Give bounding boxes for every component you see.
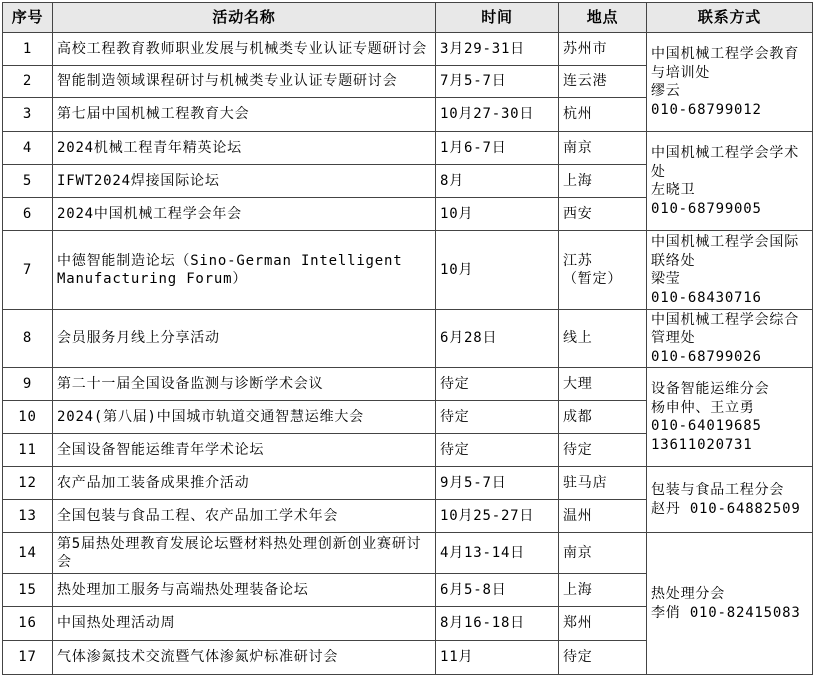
header-activity-name: 活动名称 — [53, 3, 436, 33]
cell-time: 1月6-7日 — [436, 132, 559, 165]
table-row — [3, 368, 813, 401]
place-note: （暂定） — [563, 271, 623, 287]
cell-time: 8月 — [436, 165, 559, 198]
cell-place — [559, 231, 647, 310]
cell-place: 杭州 — [559, 98, 647, 132]
cell-activity-name: 农产品加工装备成果推介活动 — [53, 467, 436, 500]
cell-activity-name: 中国热处理活动周 — [53, 607, 436, 641]
cell-activity-name: IFWT2024焊接国际论坛 — [53, 165, 436, 198]
cell-place: 郑州 — [559, 607, 647, 641]
cell-contact — [647, 467, 813, 533]
cell-index: 9 — [3, 368, 53, 401]
cell-index: 5 — [3, 165, 53, 198]
contact-phone: 010-68799026 — [651, 348, 762, 365]
cell-time: 10月25-27日 — [436, 500, 559, 533]
cell-time: 6月28日 — [436, 310, 559, 368]
contact-person: 缪云 — [651, 83, 681, 99]
cell-index: 16 — [3, 607, 53, 641]
cell-contact — [647, 368, 813, 467]
contact-phone: 010-68799005 — [651, 200, 762, 217]
cell-activity-name: 2024中国机械工程学会年会 — [53, 198, 436, 231]
cell-place: 温州 — [559, 500, 647, 533]
cell-time: 10月 — [436, 198, 559, 231]
cell-activity-name: 2024机械工程青年精英论坛 — [53, 132, 436, 165]
cell-place: 苏州市 — [559, 33, 647, 66]
table-row — [3, 132, 813, 165]
cell-place: 连云港 — [559, 66, 647, 98]
contact-department: 中国机械工程学会综合管理处 — [651, 311, 799, 347]
contact-person: 梁莹 — [651, 271, 681, 287]
cell-place: 驻马店 — [559, 467, 647, 500]
header-contact: 联系方式 — [647, 3, 813, 33]
cell-place: 南京 — [559, 533, 647, 574]
contact-person-phone: 李俏 010-82415083 — [651, 604, 801, 621]
cell-index: 10 — [3, 401, 53, 434]
cell-time: 8月16-18日 — [436, 607, 559, 641]
cell-index: 14 — [3, 533, 53, 574]
contact-person: 杨申仲、王立勇 — [651, 399, 755, 416]
cell-place: 南京 — [559, 132, 647, 165]
cell-place: 西安 — [559, 198, 647, 231]
cell-place: 待定 — [559, 641, 647, 675]
cell-activity-name: 气体渗氮技术交流暨气体渗氮炉标准研讨会 — [53, 641, 436, 675]
header-place: 地点 — [559, 3, 647, 33]
contact-department: 中国机械工程学会国际联络处 — [651, 234, 799, 269]
cell-activity-name: 第二十一届全国设备监测与诊断学术会议 — [53, 368, 436, 401]
table-row — [3, 310, 813, 368]
place-main: 江苏 — [563, 252, 593, 269]
contact-mobile: 13611020731 — [651, 436, 753, 453]
cell-time: 7月5-7日 — [436, 66, 559, 98]
cell-index: 7 — [3, 231, 53, 310]
cell-index: 11 — [3, 434, 53, 467]
cell-time: 待定 — [436, 434, 559, 467]
cell-time: 10月 — [436, 231, 559, 310]
contact-department: 热处理分会 — [651, 586, 725, 602]
header-index: 序号 — [3, 3, 53, 33]
header-row — [3, 3, 813, 33]
cell-activity-name: 全国设备智能运维青年学术论坛 — [53, 434, 436, 467]
cell-index: 8 — [3, 310, 53, 368]
cell-place: 大理 — [559, 368, 647, 401]
cell-activity-name: 全国包装与食品工程、农产品加工学术年会 — [53, 500, 436, 533]
events-table — [2, 2, 813, 675]
cell-index: 4 — [3, 132, 53, 165]
table-row — [3, 33, 813, 66]
cell-contact — [647, 533, 813, 675]
cell-place: 上海 — [559, 574, 647, 607]
contact-phone: 010-68799012 — [651, 101, 762, 118]
contact-phone: 010-68430716 — [651, 289, 762, 306]
cell-index: 15 — [3, 574, 53, 607]
table-row — [3, 467, 813, 500]
cell-index: 17 — [3, 641, 53, 675]
contact-department: 包装与食品工程分会 — [651, 482, 785, 498]
cell-place: 上海 — [559, 165, 647, 198]
cell-activity-name: 会员服务月线上分享活动 — [53, 310, 436, 368]
cell-index: 12 — [3, 467, 53, 500]
cell-index: 6 — [3, 198, 53, 231]
cell-contact — [647, 33, 813, 132]
contact-person: 左晓卫 — [651, 182, 696, 198]
cell-time: 4月13-14日 — [436, 533, 559, 574]
cell-index: 1 — [3, 33, 53, 66]
cell-place: 成都 — [559, 401, 647, 434]
cell-time: 待定 — [436, 401, 559, 434]
cell-contact — [647, 132, 813, 231]
contact-department: 设备智能运维分会 — [651, 381, 770, 397]
header-time: 时间 — [436, 3, 559, 33]
cell-time: 11月 — [436, 641, 559, 675]
cell-time: 10月27-30日 — [436, 98, 559, 132]
cell-index: 3 — [3, 98, 53, 132]
cell-contact — [647, 310, 813, 368]
cell-activity-name: 热处理加工服务与高端热处理装备论坛 — [53, 574, 436, 607]
cell-place: 待定 — [559, 434, 647, 467]
cell-activity-name: 智能制造领域课程研讨与机械类专业认证专题研讨会 — [53, 66, 436, 98]
cell-index: 13 — [3, 500, 53, 533]
contact-person-phone: 赵丹 010-64882509 — [651, 500, 801, 517]
cell-index: 2 — [3, 66, 53, 98]
cell-activity-name: 高校工程教育教师职业发展与机械类专业认证专题研讨会 — [53, 33, 436, 66]
cell-activity-name: 中德智能制造论坛（Sino-German Intelligent Manufacturing Forum） — [53, 231, 436, 310]
table-row — [3, 231, 813, 310]
contact-department: 中国机械工程学会教育与培训处 — [651, 46, 799, 81]
contact-phone: 010-64019685 — [651, 418, 762, 434]
cell-contact — [647, 231, 813, 310]
cell-time: 3月29-31日 — [436, 33, 559, 66]
cell-time: 6月5-8日 — [436, 574, 559, 607]
cell-time: 待定 — [436, 368, 559, 401]
cell-activity-name: 第5届热处理教育发展论坛暨材料热处理创新创业赛研讨会 — [53, 533, 436, 574]
cell-activity-name: 2024(第八届)中国城市轨道交通智慧运维大会 — [53, 401, 436, 434]
cell-activity-name: 第七届中国机械工程教育大会 — [53, 98, 436, 132]
contact-department: 中国机械工程学会学术处 — [651, 145, 799, 180]
cell-time: 9月5-7日 — [436, 467, 559, 500]
table-row — [3, 533, 813, 574]
cell-place: 线上 — [559, 310, 647, 368]
